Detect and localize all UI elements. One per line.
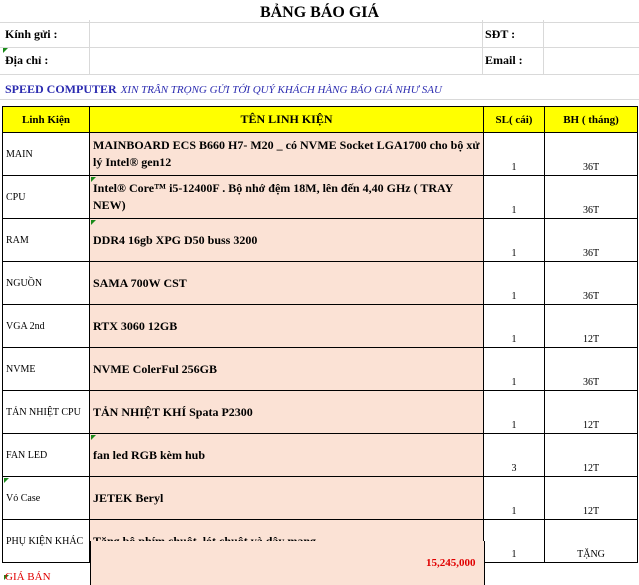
warranty-cell: 12T (545, 391, 638, 434)
warranty-cell: 36T (545, 176, 638, 219)
component-cell: VGA 2nd (3, 305, 90, 348)
sdt-label: SĐT : (485, 27, 516, 41)
qty-cell: 1 (484, 520, 545, 563)
table-header-row (3, 107, 638, 133)
product-name-cell: TẢN NHIỆT KHÍ Spata P2300 (90, 391, 484, 434)
qty-cell: 1 (484, 477, 545, 520)
warranty-cell: 36T (545, 348, 638, 391)
col-header-component: Linh Kiện (3, 107, 90, 133)
qty-cell: 1 (484, 133, 545, 176)
warranty-cell: 36T (545, 219, 638, 262)
warranty-cell: 36T (545, 133, 638, 176)
product-name-cell: fan led RGB kèm hub (90, 434, 484, 477)
product-name-cell: JETEK Beryl (90, 477, 484, 520)
table-row (3, 434, 638, 477)
component-cell: TẢN NHIỆT CPU (3, 391, 90, 434)
component-cell: RAM (3, 219, 90, 262)
gridline (0, 22, 639, 23)
warranty-cell: 36T (545, 262, 638, 305)
gridline (0, 47, 639, 48)
qty-cell: 1 (484, 348, 545, 391)
qty-cell: 1 (484, 262, 545, 305)
col-header-name: TÊN LINH KIỆN (90, 107, 484, 133)
product-name-cell: NVME ColerFul 256GB (90, 348, 484, 391)
qty-cell: 1 (484, 219, 545, 262)
table-row (3, 176, 638, 219)
col-header-warranty: BH ( tháng) (545, 107, 638, 133)
total-amount: 15,245,000 (426, 557, 476, 569)
intro-message: XIN TRÂN TRỌNG GỬI TỚI QUÝ KHÁCH HÀNG BÁO GIÁ NHƯ SAU (120, 84, 442, 96)
dia-chi-label: Địa chỉ : (5, 53, 49, 67)
component-cell: MAIN (3, 133, 90, 176)
kinh-gui-label: Kính gửi : (5, 27, 58, 41)
component-cell: Vỏ Case (3, 477, 90, 520)
intro-line (5, 82, 442, 97)
table-row (3, 348, 638, 391)
corner-marker (91, 220, 96, 225)
gridline (0, 99, 639, 100)
gridline (0, 74, 639, 75)
table-row (3, 305, 638, 348)
product-name-cell: Intel® Core™ i5-12400F . Bộ nhớ đệm 18M, lên đến 4,40 GHz ( TRAY NEW) (90, 176, 484, 219)
corner-marker (91, 177, 96, 182)
corner-marker (91, 435, 96, 440)
corner-marker (3, 48, 8, 53)
page-title: BẢNG BÁO GIÁ (259, 4, 380, 21)
warranty-cell: 12T (545, 305, 638, 348)
qty-cell: 1 (484, 305, 545, 348)
corner-marker (4, 478, 9, 483)
warranty-cell: TẶNG (545, 520, 638, 563)
component-cell: NGUỒN (3, 262, 90, 305)
qty-cell: 3 (484, 434, 545, 477)
warranty-cell: 12T (545, 477, 638, 520)
component-cell: FAN LED (3, 434, 90, 477)
table-row (3, 477, 638, 520)
brand-name: SPEED COMPUTER (5, 82, 117, 96)
product-name-cell: MAINBOARD ECS B660 H7- M20 _ có NVME Socket LGA1700 cho bộ xử lý Intel® gen12 (90, 133, 484, 176)
product-name-cell: RTX 3060 12GB (90, 305, 484, 348)
qty-cell: 1 (484, 391, 545, 434)
email-label: Email : (485, 53, 523, 67)
qty-cell: 1 (484, 176, 545, 219)
product-name-cell: DDR4 16gb XPG D50 buss 3200 (90, 219, 484, 262)
table-row (3, 133, 638, 176)
quote-table (2, 106, 638, 563)
table-row (3, 262, 638, 305)
component-cell: CPU (3, 176, 90, 219)
warranty-cell: 12T (545, 434, 638, 477)
col-header-qty: SL( cái) (484, 107, 545, 133)
product-name-cell: SAMA 700W CST (90, 262, 484, 305)
table-row (3, 219, 638, 262)
total-label: GIÁ BÁN (5, 571, 51, 583)
component-cell: PHỤ KIỆN KHÁC (3, 520, 90, 563)
component-cell: NVME (3, 348, 90, 391)
table-row (3, 391, 638, 434)
total-row (0, 541, 639, 585)
